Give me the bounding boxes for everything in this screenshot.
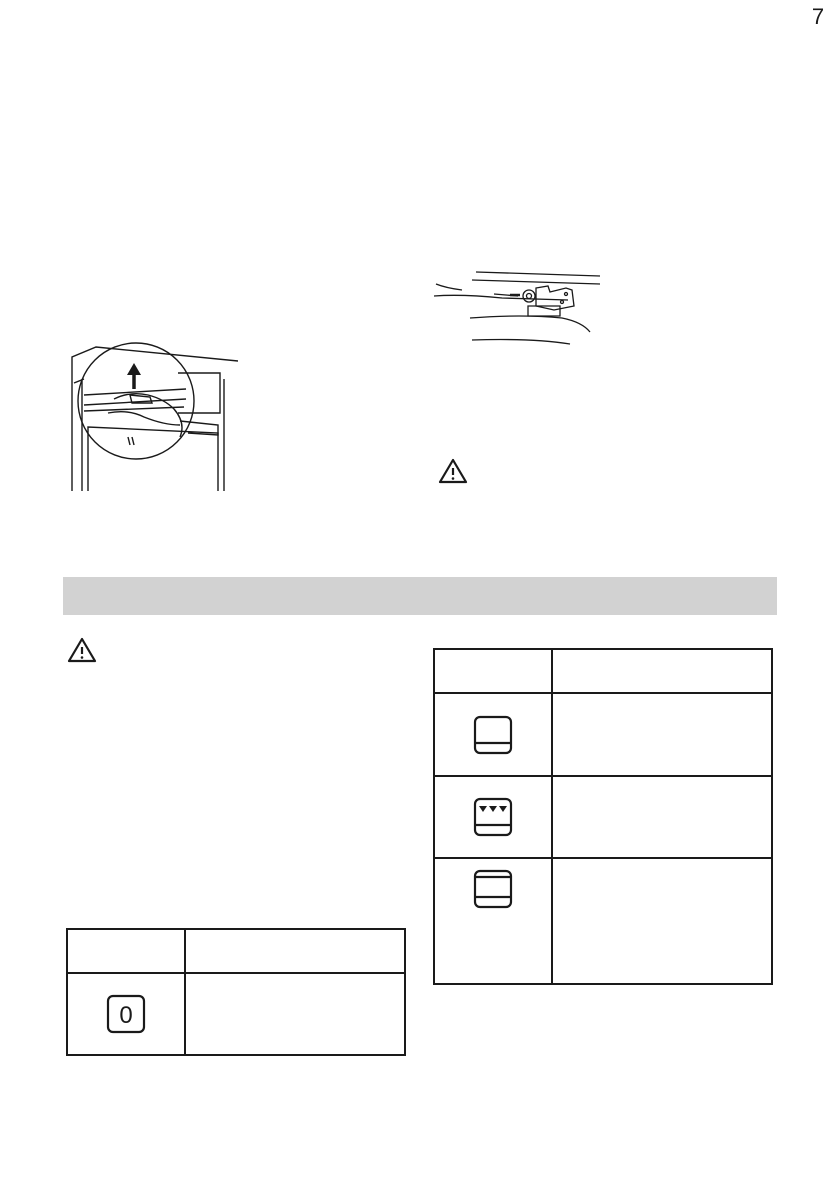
key-symbol-table <box>66 928 406 1056</box>
shelf-cold-arrows-icon <box>473 797 513 837</box>
warning-icon <box>67 636 97 664</box>
shelf-full-box-icon <box>473 869 513 909</box>
description-cell <box>552 693 772 776</box>
table-row <box>434 693 772 776</box>
page-number: 7 <box>811 4 825 29</box>
door-panel-illustration <box>68 333 238 493</box>
symbol-cell <box>434 693 552 776</box>
symbol-cell <box>434 776 552 858</box>
table-header-cell <box>434 649 552 693</box>
description-cell <box>185 973 405 1055</box>
table-header-cell <box>552 649 772 693</box>
section-heading-bar <box>63 577 777 615</box>
table-row <box>67 973 405 1055</box>
table-header-row <box>434 649 772 693</box>
description-cell <box>552 858 772 984</box>
key-label: 0 <box>119 1002 133 1029</box>
table-header-row <box>67 929 405 973</box>
shelf-empty-icon <box>473 715 513 755</box>
table-row <box>434 776 772 858</box>
hinge-illustration <box>432 266 604 348</box>
table-header-cell <box>185 929 405 973</box>
table-row <box>434 858 772 984</box>
symbol-cell <box>434 858 552 984</box>
symbol-cell <box>67 973 185 1055</box>
description-cell <box>552 776 772 858</box>
warning-icon <box>438 457 468 485</box>
shelf-symbol-table <box>433 648 773 985</box>
table-header-cell <box>67 929 185 973</box>
0-key-icon <box>106 994 146 1034</box>
